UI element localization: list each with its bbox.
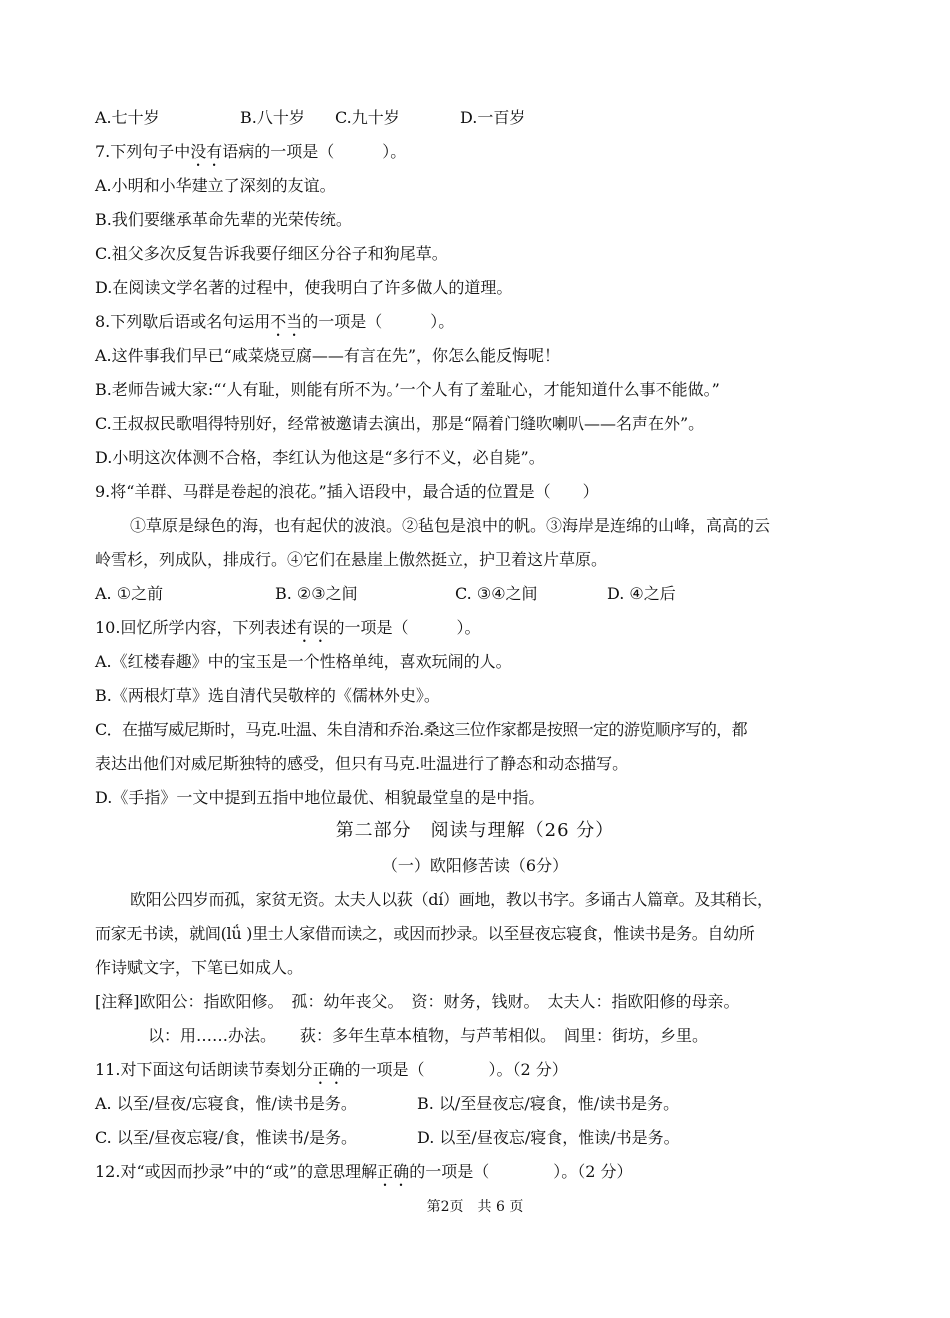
q11-option-a: A. 以至/昼夜/忘寝食，惟/读书是务。: [95, 1094, 357, 1113]
emphasis-dots: 正确: [312, 1060, 345, 1079]
q9-option-b: B. ②③之间: [275, 584, 358, 603]
q9-passage-line1: ①草原是绿色的海，也有起伏的波浪。②毡包是浪中的帆。③海岸是连绵的山峰，高高的云: [130, 516, 771, 535]
emphasis-dots: 没有: [190, 142, 223, 161]
q10-stem: 10.回忆所学内容，下列表述有误的一项是（ ）。: [95, 618, 481, 637]
q6-option-c: C.九十岁: [335, 108, 400, 127]
q9-stem: 9.将“羊群、马群是卷起的浪花。”插入语段中，最合适的位置是（ ）: [95, 482, 599, 501]
q7-option-c: C.祖父多次反复告诉我要仔细区分谷子和狗尾草。: [95, 244, 448, 263]
part2-subheading: （一）欧阳修苦读（6分）: [381, 856, 569, 875]
q9-option-c: C. ③④之间: [455, 584, 538, 603]
q11-options-row2: [95, 1128, 865, 1148]
q8-stem: 8.下列歇后语或名句运用不当的一项是（ ）。: [95, 312, 455, 331]
q8-option-c: C.王叔叔民歌唱得特别好，经常被邀请去演出，那是“隔着门缝吹喇叭——名声在外”。: [95, 414, 705, 433]
q9-option-d: D. ④之后: [607, 584, 676, 603]
q12-stem: 12.对“或因而抄录”中的“或”的意思理解正确的一项是（ ）。（2 分）: [95, 1162, 633, 1181]
note-line1: [注释]欧阳公：指欧阳修。 孤：幼年丧父。 资：财务，钱财。 太夫人：指欧阳修的母亲。: [95, 992, 740, 1011]
passage-line2: 而家无书读，就闾(lǘ )里士人家借而读之，或因而抄录。以至昼夜忘寝食，惟读书是务。自幼所: [95, 924, 755, 943]
q6-option-d: D.一百岁: [460, 108, 526, 127]
q8-option-b: B.老师告诫大家:“‘人有耻，则能有所不为。’一个人有了羞耻心，才能知道什么事不能做。”: [95, 380, 720, 399]
q6-option-b: B.八十岁: [240, 108, 305, 127]
q8-option-a: A.这件事我们早已“咸菜烧豆腐——有言在先”，你怎么能反悔呢！: [95, 346, 561, 365]
part2-heading: 第二部分 阅读与理解（26 分）: [335, 820, 615, 841]
q7-option-a: A.小明和小华建立了深刻的友谊。: [95, 176, 336, 195]
q9-options: [95, 584, 865, 604]
note-line2: 以：用……办法。 荻：多年生草本植物，与芦苇相似。 闾里：街坊，乡里。: [148, 1026, 709, 1045]
emphasis-dots: 不当: [270, 312, 303, 331]
q6-option-a: A.七十岁: [95, 108, 160, 127]
q9-passage-line2: 岭雪杉，列成队，排成行。④它们在悬崖上傲然挺立，护卫着这片草原。: [95, 550, 608, 569]
passage-line3: 作诗赋文字，下笔已如成人。: [95, 958, 304, 977]
q11-option-b: B. 以/至昼夜忘/寝食，惟/读书是务。: [417, 1094, 680, 1113]
passage-line1: 欧阳公四岁而孤，家贫无资。太夫人以荻（dí）画地，教以书字。多诵古人篇章。及其稍长，: [130, 890, 773, 909]
q10-option-d: D.《手指》一文中提到五指中地位最优、相貌最堂皇的是中指。: [95, 788, 545, 807]
q10-option-b: B.《两根灯草》选自清代吴敬梓的《儒林外史》。: [95, 686, 440, 705]
q11-option-c: C. 以至/昼夜忘寝/食，惟读书/是务。: [95, 1128, 358, 1147]
q10-option-c-line1: C．在描写威尼斯时，马克.吐温、朱自清和乔治.桑这三位作家都是按照一定的游览顺序写的，都: [95, 720, 748, 739]
q7-option-b: B.我们要继承革命先辈的光荣传统。: [95, 210, 352, 229]
q10-option-a: A.《红楼春趣》中的宝玉是一个性格单纯，喜欢玩闹的人。: [95, 652, 512, 671]
q9-option-a: A. ①之前: [95, 584, 164, 603]
q8-option-d: D.小明这次体测不合格，李红认为他这是“多行不义，必自毙”。: [95, 448, 545, 467]
q11-option-d: D. 以至/昼夜忘/寝食，惟读/书是务。: [417, 1128, 680, 1147]
q7-option-d: D.在阅读文学名著的过程中，使我明白了许多做人的道理。: [95, 278, 513, 297]
q10-option-c-line2: 表达出他们对威尼斯独特的感受，但只有马克.吐温进行了静态和动态描写。: [95, 754, 629, 773]
q11-options-row1: [95, 1094, 865, 1114]
q11-stem: 11.对下面这句话朗读节奏划分正确的一项是（ ）。（2 分）: [95, 1060, 568, 1079]
page-footer: 第2页 共 6 页: [426, 1199, 524, 1215]
q7-stem: 7.下列句子中没有语病的一项是（ ）。: [95, 142, 407, 161]
emphasis-dots: 正确: [377, 1162, 410, 1181]
emphasis-dots: 有误: [296, 618, 329, 637]
q6-options: [95, 108, 865, 128]
